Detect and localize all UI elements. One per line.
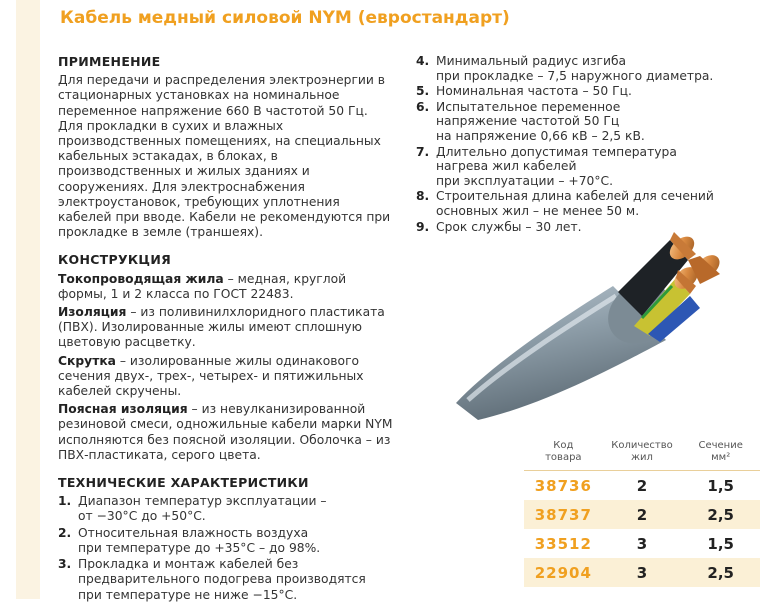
spec-number: 4. — [416, 54, 430, 68]
specs-list-left — [58, 494, 393, 602]
spec-text: Минимальный радиус изгиба при прокладке – 7,5 наружного диаметра. — [436, 54, 714, 83]
section-value: 1,5 — [707, 534, 734, 553]
product-table — [524, 440, 760, 587]
specs-heading: ТЕХНИЧЕСКИЕ ХАРАКТЕРИСТИКИ — [58, 475, 309, 491]
cable-image — [438, 208, 738, 433]
spec-text: Строительная длина кабелей для сечений основных жил – не менее 50 м. — [436, 189, 714, 218]
section-value: 2,5 — [707, 563, 734, 582]
product-code: 33512 — [534, 534, 592, 553]
page-title: Кабель медный силовой NYM (евростандарт) — [60, 8, 510, 28]
construction-term: Токопроводящая жила — [58, 271, 224, 286]
construction-item — [58, 305, 393, 351]
section-value: 1,5 — [707, 476, 734, 495]
spec-number: 6. — [416, 99, 430, 114]
header-section: Сечение мм² — [698, 440, 743, 463]
spec-item — [58, 557, 393, 603]
product-code: 38737 — [534, 505, 592, 524]
table-row — [524, 471, 760, 500]
spec-number: 7. — [416, 144, 430, 159]
spec-number: 8. — [416, 189, 430, 204]
spec-text: Прокладка и монтаж кабелей без предварительного подогрева производятся при температуре не ниже −15°С. — [78, 557, 366, 602]
construction-term: Поясная изоляция — [58, 402, 188, 417]
construction-text: – изолированные жилы одинакового сечения двух-, трех-, четырех- и пятижильных кабелей скручены. — [58, 353, 364, 399]
header-cores: Количество жил — [611, 440, 673, 463]
core-count: 3 — [636, 563, 648, 582]
construction-item — [58, 402, 393, 463]
spec-item — [416, 100, 761, 144]
spec-item — [58, 494, 393, 524]
spec-text: Длительно допустимая температура нагрева жил кабелей при эксплуатации – +70°С. — [436, 144, 677, 188]
spec-number: 3. — [58, 557, 72, 572]
construction-item — [58, 354, 393, 400]
core-count: 2 — [636, 505, 648, 524]
spec-item — [416, 54, 761, 83]
construction-section — [58, 252, 393, 463]
product-code: 22904 — [534, 563, 592, 582]
application-text: Для передачи и распределения электроэнергии в стационарных установках на номинальное переменное напряжение 660 В частотой 50 Гц. Для прокладки в сухих и влажных производственных помещениях, на специальных кабельных эстакадах, в блоках, в производственных и жилых зданиях и сооружениях. Для электроснабжения электроустановок, требующих уплотнения кабелей при вводе. Кабели не рекомендуются при прокладке в земле (траншеях). — [58, 73, 391, 240]
core-count: 3 — [636, 534, 648, 553]
spec-item — [416, 84, 761, 99]
construction-term: Скрутка — [58, 353, 116, 368]
spec-number: 9. — [416, 219, 430, 234]
spec-text: Срок службы – 30 лет. — [436, 219, 582, 234]
spec-text: Диапазон температур эксплуатации – от −30°С до +50°С. — [78, 494, 327, 524]
spec-number: 5. — [416, 84, 430, 99]
spec-item — [416, 145, 761, 189]
construction-text: – из поливинилхлоридного пластиката (ПВХ). Изолированные жилы имеют сплошную цветовую расцветку. — [58, 305, 385, 350]
table-row — [524, 529, 760, 558]
application-section — [58, 54, 393, 240]
spec-text: Номинальная частота – 50 Гц. — [436, 84, 632, 99]
construction-item — [58, 272, 393, 302]
spec-number: 1. — [58, 494, 72, 509]
construction-text: – из невулканизированной резиновой смеси, одножильные кабели марки NYM исполняются без поясной изоляции. Оболочка – из ПВХ-пластиката, серого цвета. — [58, 402, 393, 462]
table-row — [524, 500, 760, 529]
table-row — [524, 558, 760, 587]
side-band — [16, 0, 40, 599]
spec-text: Относительная влажность воздуха при температуре до +35°С – до 98%. — [78, 525, 321, 555]
spec-number: 2. — [58, 525, 72, 540]
table-header — [524, 440, 760, 471]
section-value: 2,5 — [707, 505, 734, 524]
construction-text: – медная, круглой формы, 1 и 2 класса по ГОСТ 22483. — [58, 271, 347, 301]
application-heading: ПРИМЕНЕНИЕ — [58, 54, 161, 69]
product-code: 38736 — [534, 476, 592, 495]
construction-heading: КОНСТРУКЦИЯ — [58, 252, 172, 268]
spec-item — [58, 526, 393, 556]
core-count: 2 — [636, 476, 648, 495]
header-code: Код товара — [545, 440, 582, 463]
construction-term: Изоляция — [58, 305, 127, 320]
left-column — [58, 54, 393, 615]
specs-section — [58, 475, 393, 603]
spec-text: Испытательное переменное напряжение частотой 50 Гц на напряжение 0,66 кВ – 2,5 кВ. — [436, 99, 645, 143]
